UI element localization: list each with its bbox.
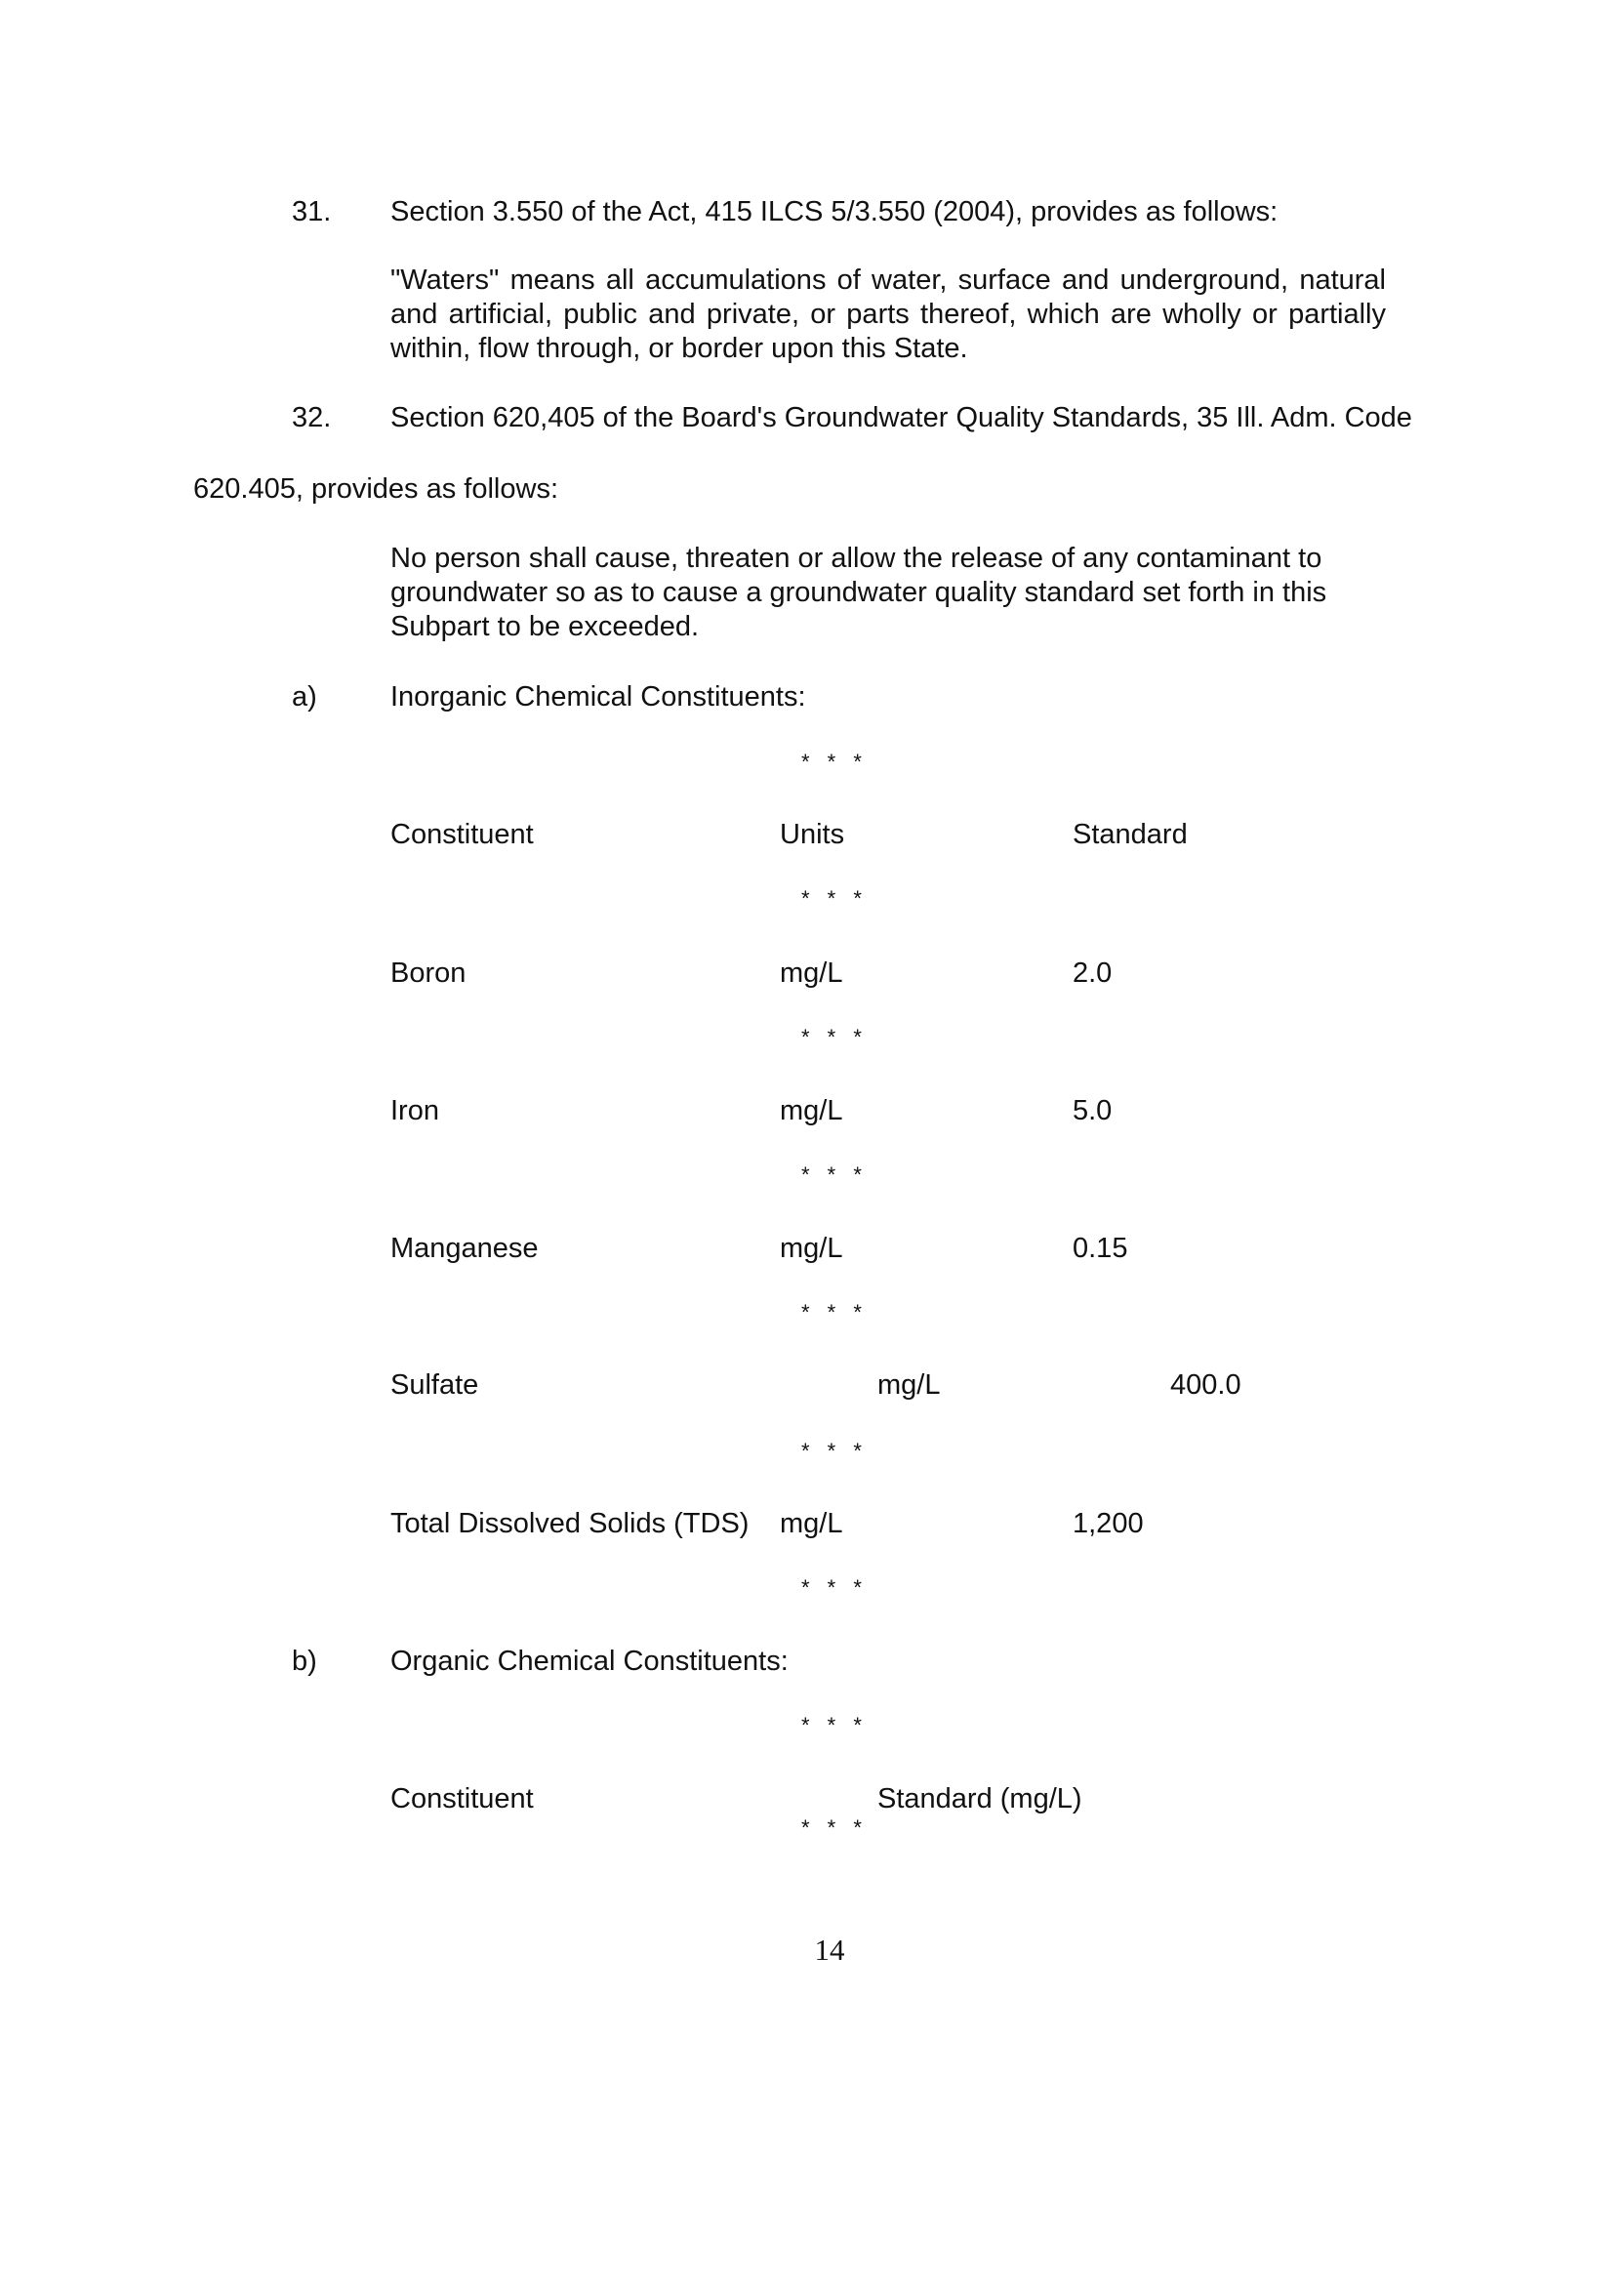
table-row-standard: 400.0 [1170, 1369, 1241, 1401]
organic-col-standard: Standard (mg/L) [877, 1783, 1082, 1814]
table-row-constituent: Total Dissolved Solids (TDS) [390, 1508, 750, 1539]
paragraph-32-quote: No person shall cause, threaten or allow the release of any contaminant to groundwater so as to cause a groundwater quality standard set forth in this Subpart to be exceeded. [390, 543, 1327, 642]
organic-label: b) [292, 1646, 317, 1677]
table-row-constituent: Manganese [390, 1233, 539, 1264]
table-row-constituent: Boron [390, 958, 467, 989]
ellipsis-marker: * * * [801, 1713, 868, 1737]
col-standard: Standard [1073, 819, 1188, 850]
ellipsis-marker: * * * [801, 1162, 868, 1187]
paragraph-31-number: 31. [292, 196, 332, 227]
ellipsis-marker: * * * [801, 1025, 868, 1049]
table-row-units: mg/L [877, 1369, 941, 1401]
table-row-constituent: Sulfate [390, 1369, 479, 1401]
table-row-units: mg/L [780, 958, 843, 989]
table-row-standard: 1,200 [1073, 1508, 1144, 1539]
table-row-standard: 2.0 [1073, 958, 1113, 989]
col-constituent: Constituent [390, 819, 534, 850]
ellipsis-marker: * * * [801, 1300, 868, 1324]
inorganic-label: a) [292, 681, 317, 713]
ellipsis-marker: * * * [801, 1575, 868, 1600]
paragraph-32-continuation: 620.405, provides as follows: [193, 473, 558, 505]
table-row-constituent: Iron [390, 1095, 439, 1126]
ellipsis-marker: * * * [801, 750, 868, 774]
ellipsis-marker: * * * [801, 1815, 868, 1840]
inorganic-heading: Inorganic Chemical Constituents: [390, 681, 806, 713]
table-row-standard: 5.0 [1073, 1095, 1113, 1126]
table-row-units: mg/L [780, 1233, 843, 1264]
table-row-units: mg/L [780, 1095, 843, 1126]
organic-heading: Organic Chemical Constituents: [390, 1646, 789, 1677]
paragraph-31-text: Section 3.550 of the Act, 415 ILCS 5/3.550 (2004), provides as follows: [390, 196, 1279, 227]
organic-col-constituent: Constituent [390, 1783, 534, 1814]
paragraph-32-number: 32. [292, 402, 332, 433]
paragraph-32-text: Section 620,405 of the Board's Groundwater Quality Standards, 35 Ill. Adm. Code [390, 402, 1412, 433]
table-row-units: mg/L [780, 1508, 843, 1539]
page-number: 14 [814, 1933, 845, 1967]
table-row-standard: 0.15 [1073, 1233, 1128, 1264]
ellipsis-marker: * * * [801, 886, 868, 911]
ellipsis-marker: * * * [801, 1439, 868, 1463]
paragraph-31-quote: "Waters" means all accumulations of water, surface and underground, natural and artificial, public and private, or parts thereof, which are wholly or partially within, flow through, or border upon this State. [390, 265, 1386, 364]
col-units: Units [780, 819, 845, 850]
